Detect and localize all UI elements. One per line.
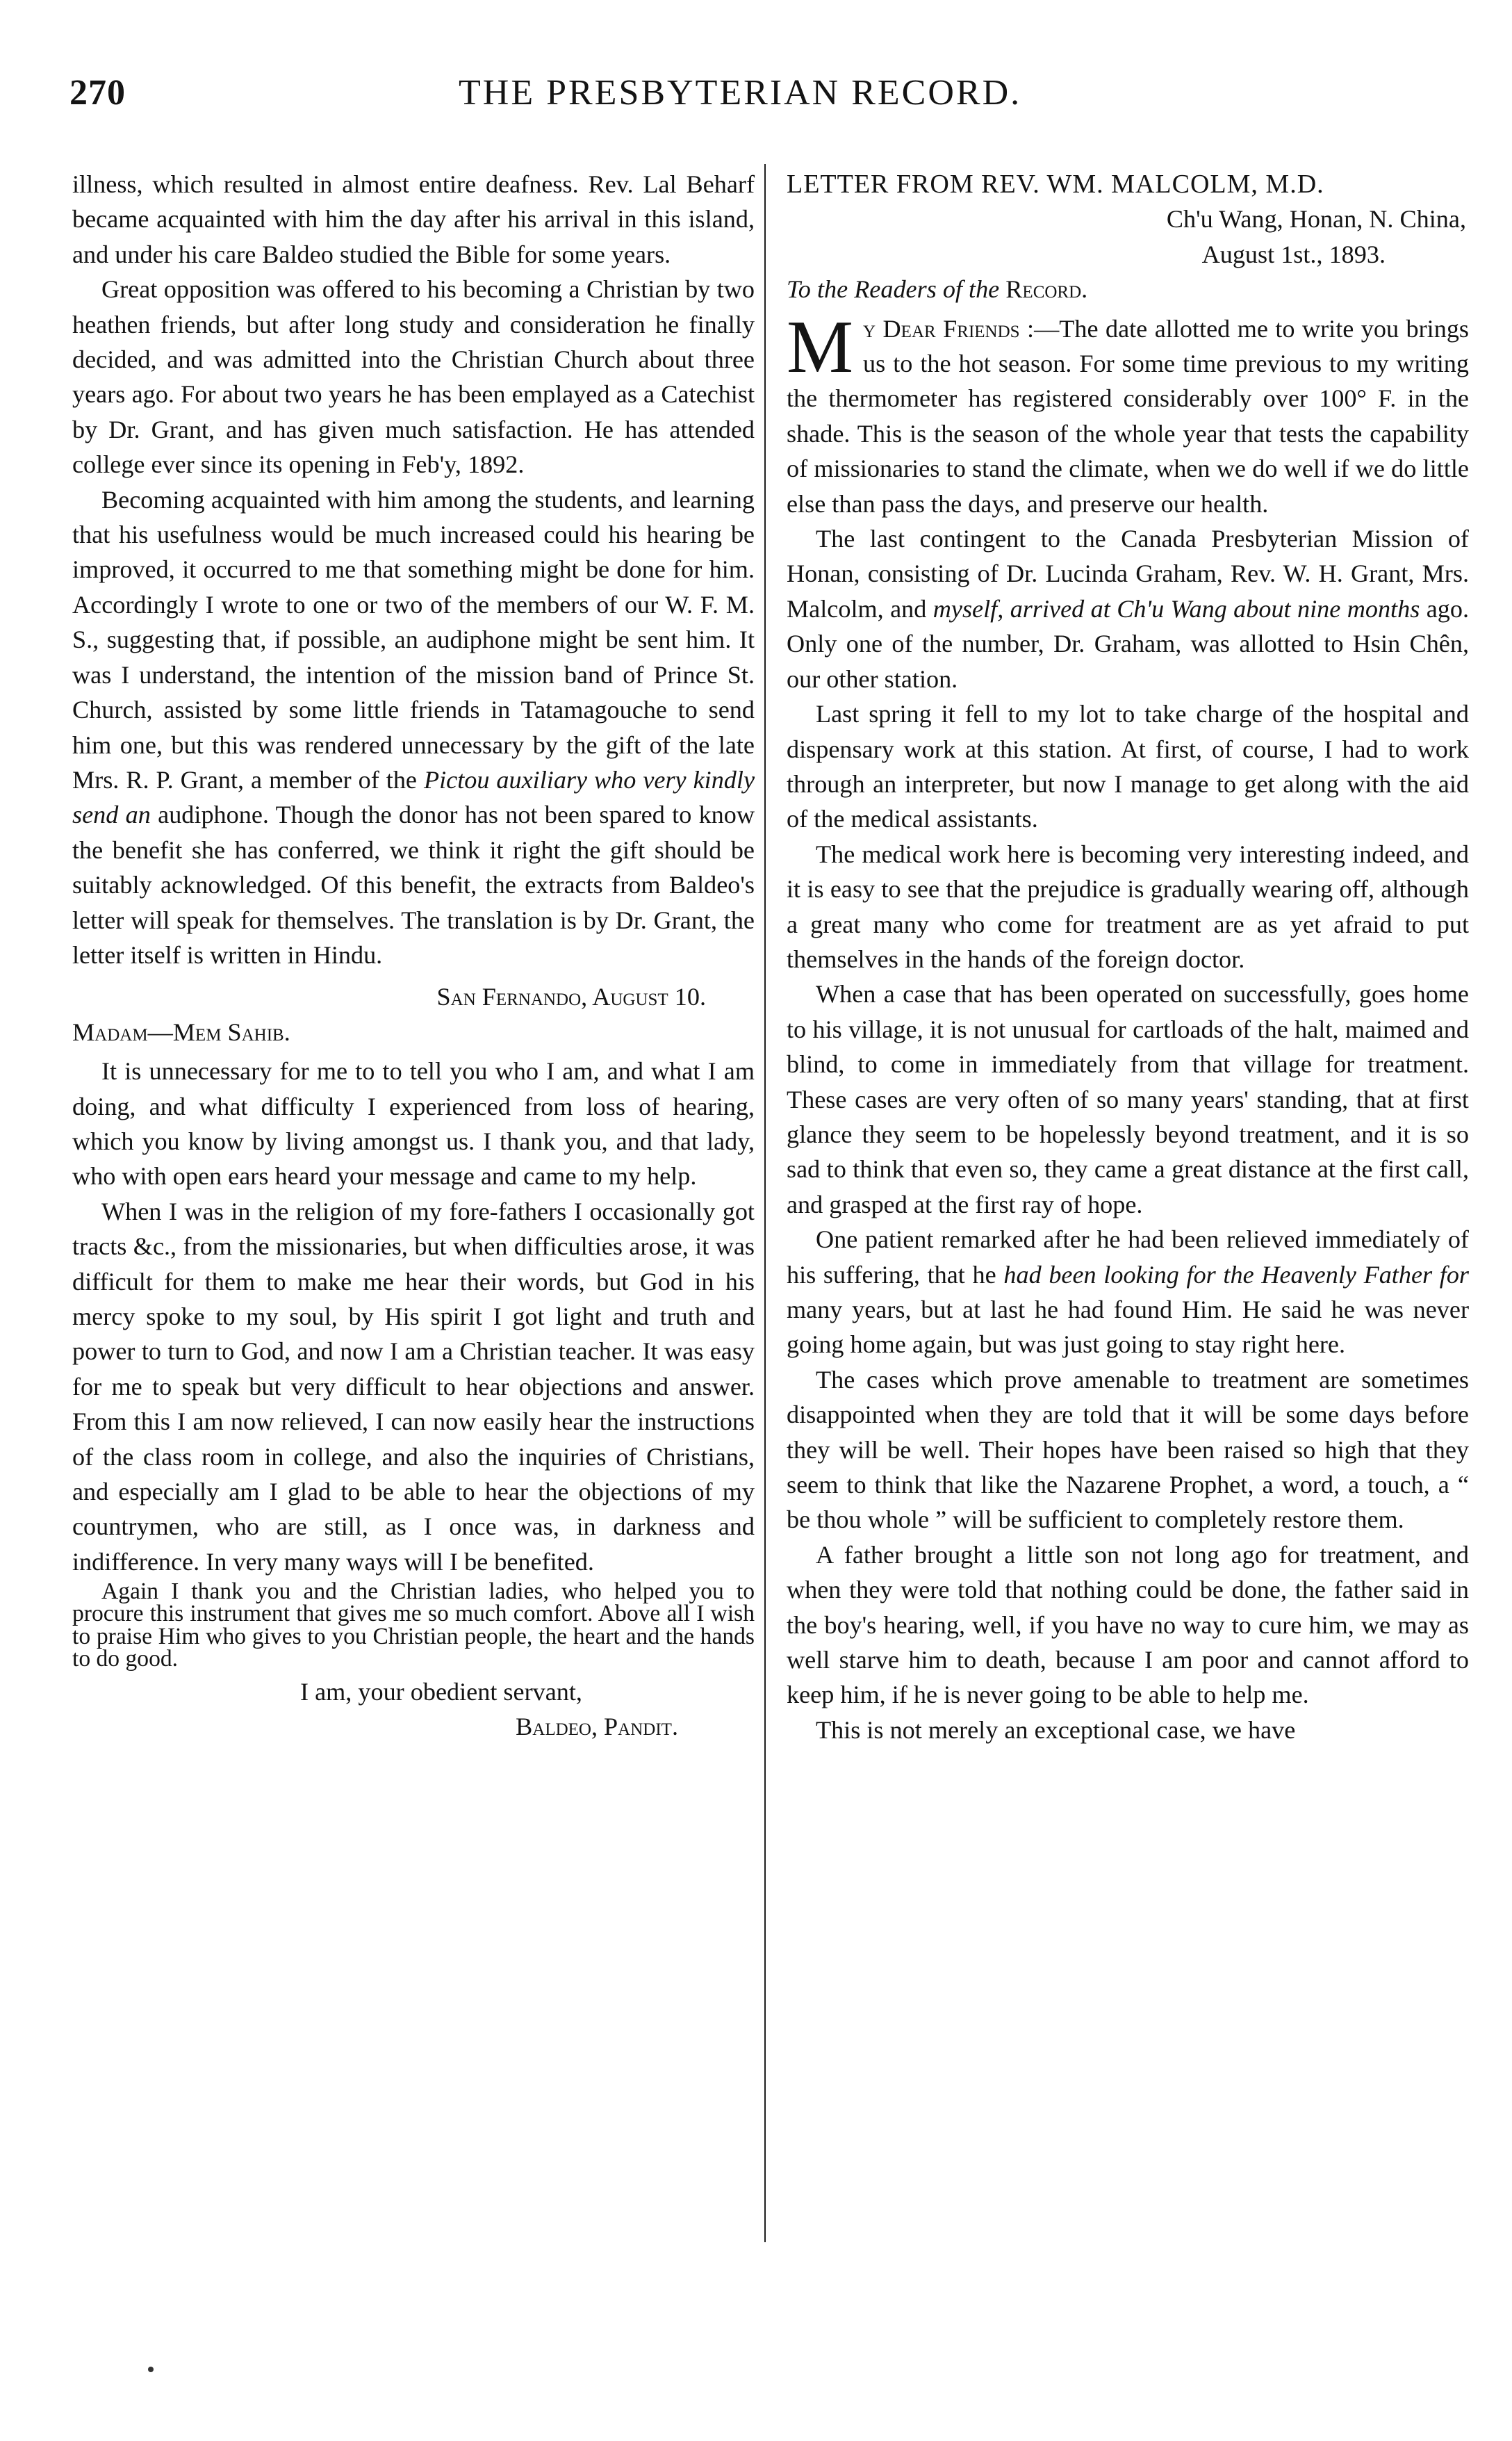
paragraph-text: The last contingent to the Canada Presbyterian Mission of Honan, consisting of Dr. Lucinda Graham, Rev. W. H. Grant, Mrs. Malcolm, and	[787, 525, 1469, 623]
paragraph: Great opposition was offered to his becoming a Christian by two heathen friends, but after long study and consideration he finally decided, and was admitted into the Christian Church about three years ago. For about two years he has been emplayed as a Catechist by Dr. Grant, and has given much satisfaction. He has attended college ever since its opening in Feb'y, 1892.	[72, 275, 755, 479]
salutation: y Dear Friends	[863, 314, 1020, 343]
paragraph-text: audiphone. Though the donor has not been spared to know the benefit she has conferred, we think it right the gift should be suitably acknowledged. Of this benefit, the extracts from Baldeo's letter will speak for themselves. The translation is by Dr. Grant, the letter itself is written in Hindu.	[72, 801, 755, 969]
italic-text: had been looking for the Heavenly Father for	[1003, 1260, 1469, 1289]
running-title: THE PRESBYTERIAN RECORD.	[459, 73, 1022, 113]
paragraph: illness, which resulted in almost entire deafness. Rev. Lal Beharf became acquainted with him the day after his arrival in this island, and under his care Baldeo studied the Bible for some years.	[72, 170, 755, 268]
paragraph: Last spring it fell to my lot to take charge of the hospital and dispensary work at this station. At first, of course, I had to work through an interpreter, but now I manage to get along with the aid of the medical assistants.	[787, 700, 1469, 833]
paragraph-text: ago. Only one of the number, Dr. Graham, was allotted to Hsin Chên, our other station.	[787, 594, 1470, 693]
letter-closing: I am, your obedient servant,	[300, 1678, 582, 1706]
paragraph	[787, 1222, 1469, 1362]
paragraph: When I was in the religion of my fore-fathers I occasionally got tracts &c., from the missionaries, but when difficulties arose, it was difficult for them to make me hear their words, but God in his mercy spoke to my soul, by His spirit I got light and truth and power to turn to God, and now I am a Christian teacher. It was easy for me to speak but very difficult to hear objections and answer. From this I am now relieved, I can now easily hear the instructions of the class room in college, and also the inquiries of Christians, and especially am I glad to be able to hear the objections of my countrymen, who are still, as I once was, in darkness and indifference. In very many ways will I be benefited.	[72, 1197, 755, 1576]
drop-cap: M	[787, 305, 854, 389]
paragraph: It is unnecessary for me to to tell you who I am, and what I am doing, and what difficulty I experienced from loss of hearing, which you know by living amongst us. I thank you, and that lady, who with open ears heard your message and came to my help.	[72, 1057, 755, 1191]
addressee-text: To the Readers of the	[787, 275, 1000, 304]
letter-date: August 1st., 1893.	[1201, 240, 1386, 268]
italic-text: myself, arrived at Ch'u Wang about nine months	[932, 594, 1420, 623]
paragraph: The cases which prove amenable to treatment are sometimes disappointed when they are told that it will be some days before they will be well. Their hopes have been raised so high that they seem to think that like the Nazarene Prophet, a word, a touch, a “ be thou whole ” will be sufficient to completely restore them.	[787, 1365, 1469, 1534]
paragraph: The medical work here is becoming very interesting indeed, and it is easy to see that the prejudice is gradually wearing off, although a great many who come for treatment are as yet afraid to put themselves in the hands of the foreign doctor.	[787, 840, 1469, 973]
paragraph-text: many years, but at last he had found Him. He said he was never going home again, but was just going to stay right here.	[787, 1296, 1469, 1359]
letter-addressee	[787, 272, 1469, 307]
page-header	[69, 72, 1470, 128]
right-column	[787, 167, 1469, 1747]
paragraph: When a case that has been operated on successfully, goes home to his village, it is not unusual for cartloads of the halt, maimed and blind, to come in immediately from that village for treatment. These cases are very often of so many years' standing, that at first glance they seem to be hopelessly beyond treatment, and it is so sad to think that even so, they came a great distance at the first call, and grasped at the first ray of hope.	[787, 980, 1469, 1218]
ink-mark	[148, 2367, 154, 2372]
italic-text: Pictou auxiliary who very kindly send an	[72, 765, 755, 829]
paragraph-text: One patient remarked after he had been relieved immediately of his suffering, that he	[787, 1225, 1469, 1289]
letter-signature: Baldeo, Pandit.	[516, 1713, 678, 1741]
paragraph	[787, 305, 1469, 521]
paragraph: This is not merely an exceptional case, we have	[816, 1715, 1296, 1744]
addressee-record: Record.	[1005, 275, 1088, 304]
paragraph: Again I thank you and the Christian ladies, who helped you to procure this instrument that gives me so much comfort. Above all I wish to praise Him who gives to you Christian people, the heart and the hands to do good.	[72, 1578, 755, 1672]
letter-heading: LETTER FROM REV. WM. MALCOLM, M.D.	[787, 170, 1324, 199]
letter-salutation: Madam—Mem Sahib.	[72, 1018, 290, 1046]
letter-address: Ch'u Wang, Honan, N. China,	[1166, 205, 1466, 234]
left-column	[72, 167, 755, 1745]
paragraph: A father brought a little son not long ago for treatment, and when they were told that nothing could be done, the father said in the boy's hearing, well, if you have no way to cure him, we may as well starve him to death, because I am poor and cannot afford to keep him, if he is never going to be able to help me.	[787, 1540, 1469, 1709]
paragraph-text: Becoming acquainted with him among the students, and learning that his usefulness would be much increased could his hearing be improved, it occurred to me that something might be done for him. Accordingly I wrote to one or two of the members of our W. F. M. S., suggesting that, if possible, an audiphone might be sent him. It was I understand, the intention of the mission band of Prince St. Church, assisted by some little friends in Tatamagouche to send him one, but this was rendered unnecessary by the gift of the late Mrs. R. P. Grant, a member of the	[72, 485, 755, 794]
column-rule	[764, 164, 766, 2242]
paragraph	[787, 521, 1469, 696]
paragraph-text: :—The date allotted me to write you brings us to the hot season. For some time previous to my writing the thermometer has registered considerably over 100° F. in the shade. This is the season of the whole year that tests the capability of missionaries to stand the climate, when we do well if we do little else than pass the days, and preserve our health.	[787, 314, 1469, 518]
page-number: 270	[69, 73, 126, 113]
letter-dateline: San Fernando, August 10.	[436, 983, 706, 1011]
paragraph	[72, 482, 755, 973]
